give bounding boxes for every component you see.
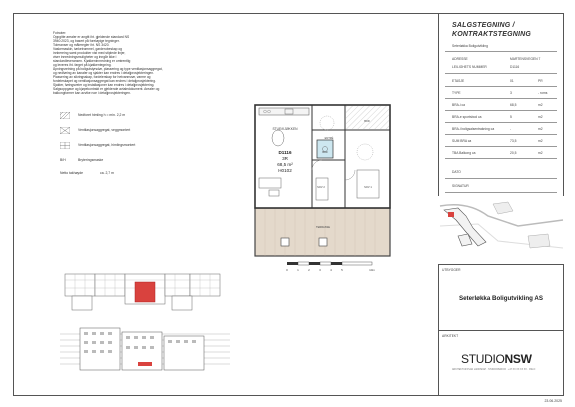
row-label: SUM BRA ca [452, 139, 472, 143]
scale-tick: 0 [286, 268, 288, 272]
architect-logo [461, 352, 532, 366]
unit-highlight [135, 282, 155, 302]
legend-label: Nedforet himling h = min. 2,2 m [78, 113, 126, 117]
footnote-line: Sjakter, føringsveier og installasjoner kan endres i detaljprosjektering. [53, 83, 155, 87]
unit-id: D1116 [278, 150, 292, 155]
row-value: 68,5 [510, 103, 517, 107]
room-label-entry: ENTRÉ [324, 137, 334, 140]
legend-symbol: B/H [60, 158, 66, 162]
unit-level: H0102 [278, 168, 292, 173]
legend-label: Ventilasjonsaggregat, himlingsmontert [78, 143, 136, 147]
floor-plan [245, 100, 395, 260]
footnotes-heading: Fotnoter: [53, 31, 67, 35]
footnote-line: Plassering av sikringsskap, fordelerskap for hetvannsrør, varme og [53, 75, 151, 79]
room-label-terrace: TERRASSE [316, 226, 330, 229]
address-value: MARTENSVEGEN 7 [510, 57, 541, 61]
scale-tick: 4 [330, 268, 332, 272]
row-unit: m2 [538, 103, 543, 107]
unit-area: 68,5 m² [277, 162, 293, 167]
elevation-view [60, 326, 230, 376]
unit-number-value: D1116 [510, 65, 520, 69]
row-label: ETASJE [452, 79, 465, 83]
footnote-line: innbereing samt produkter vist med stiplede linjer, [53, 51, 126, 55]
scale-tick: 5 [341, 268, 343, 272]
row-unit: m2 [538, 151, 543, 155]
legend-label: Bryteringsmaske [78, 158, 104, 162]
logo-part-b: NSW [504, 352, 532, 366]
unit-highlight-elevation [138, 362, 152, 366]
hatch-swatch-icon [60, 112, 70, 119]
architect-logo-subtitle: ARKITEKTUR PLAN LANDSKAP · STUDIONSW.NO · +47 XX XX XX XX · OSLO [452, 369, 536, 371]
row-unit: m2 [538, 115, 543, 119]
row-unit: - roms [538, 91, 548, 95]
legend-value: ca. 2,7 m [100, 171, 114, 175]
room-label-bed1: SOV 1 [364, 186, 372, 189]
footnote-line: 3940:2023, og basert på foreløpige tegninger. [53, 39, 120, 43]
scale-tick: 1 [297, 268, 299, 272]
footnote-line: Salgsoppgave og kjøpekontrakt er gjeldende avtaledokument. Arealer og [53, 87, 160, 91]
title-line-2: KONTRAKTSTEGNING [452, 31, 532, 38]
key-plan [60, 268, 225, 320]
footnote-line: fordeleskapet og ventilasjonsaggregat kan endres i detaljprosjektering. [53, 79, 157, 83]
developer-label: UTBYGGER [442, 268, 461, 272]
footnote-line: og leveres iht. farget på kjøkkentegning. [53, 63, 112, 67]
row-unit: m2 [538, 139, 543, 143]
logo-part-a: STUDIO [461, 352, 505, 366]
row-value: 5 [510, 115, 512, 119]
site-map-unit-marker [448, 212, 454, 217]
footnote-line: Vaskemaskin, tørketrommel, garderobeskap og [53, 47, 123, 51]
project-name: Seterløkka Boligutvikling [452, 44, 488, 48]
footnote-line: balkongformer kan avvike noe i detaljprosjekteringen. [53, 91, 131, 95]
footnote-line: Toleranser og måleregler iht. NS 3420. [53, 43, 110, 47]
room-label-bed2: SOV 2 [317, 186, 325, 189]
footnote-line: standardleveransen. Kjøkkeninnredning er omtrentlig [53, 59, 131, 63]
room-label-storage: BOD [364, 120, 370, 123]
scale-bar [283, 260, 383, 274]
row-unit: m2 [538, 127, 543, 131]
row-value: 73,5 [510, 139, 517, 143]
vent-ceiling-swatch-icon [60, 142, 70, 149]
developer-name: Seterløkka Boligutvikling AS [458, 295, 543, 302]
row-value: - [510, 127, 512, 131]
date-label: DATO [452, 170, 461, 174]
bath-area [317, 140, 333, 158]
address-label: ADRESSE [452, 57, 468, 61]
row-label: TBA Balkong ca [452, 151, 476, 155]
legend-label: Ventilasjonsaggregat, veggmontert [78, 128, 131, 132]
row-label: TYPE [452, 91, 461, 95]
footnote-line: Oppgitte arealer er angitt iht. gjeldende standard NS [53, 35, 130, 39]
architect-label: ARKITEKT [442, 334, 459, 338]
footnotes [53, 31, 213, 95]
footnote-line: og nedføring av kanaler og sjakter kan endres i detaljprosjekteringen. [53, 71, 154, 75]
scale-tick: 2 [308, 268, 310, 272]
row-label: BRA-i ca [452, 103, 466, 107]
footnote-line: viser innredningsmuligheter og inngår ikke i [53, 55, 117, 59]
row-value: 3 [510, 91, 512, 95]
room-label-kitchen: STUE/KJØKKEN [272, 127, 298, 131]
terrace-area [255, 208, 390, 256]
room-label-bath: BAD [322, 151, 328, 154]
unit-type: 3R [282, 156, 288, 161]
site-map [438, 196, 564, 264]
scale-tick: 10m [369, 268, 375, 272]
scale-tick: 3 [319, 268, 321, 272]
issue-date: 23.06.2025 [544, 399, 562, 403]
footnote-line: Åpningsretning på boligutstyrsdør, plassering og type ventilasjonsaggregat, [53, 67, 163, 71]
row-label: BRA-i boligsalsentrakning ca [452, 127, 495, 131]
row-value: 20,5 [510, 151, 517, 155]
row-label: BRA-e sportsbod ca [452, 115, 482, 119]
signature-label: SIGNATUR [452, 184, 469, 188]
row-value: 01 [510, 79, 514, 83]
legend-symbol: Netto takhøyde [60, 171, 83, 175]
unit-number-label: LEILIGHETS NUMMER [452, 65, 487, 69]
row-unit: PR [538, 79, 543, 83]
title-line-1: SALGSTEGNING / [452, 22, 515, 29]
vent-wall-swatch-icon [60, 127, 70, 134]
